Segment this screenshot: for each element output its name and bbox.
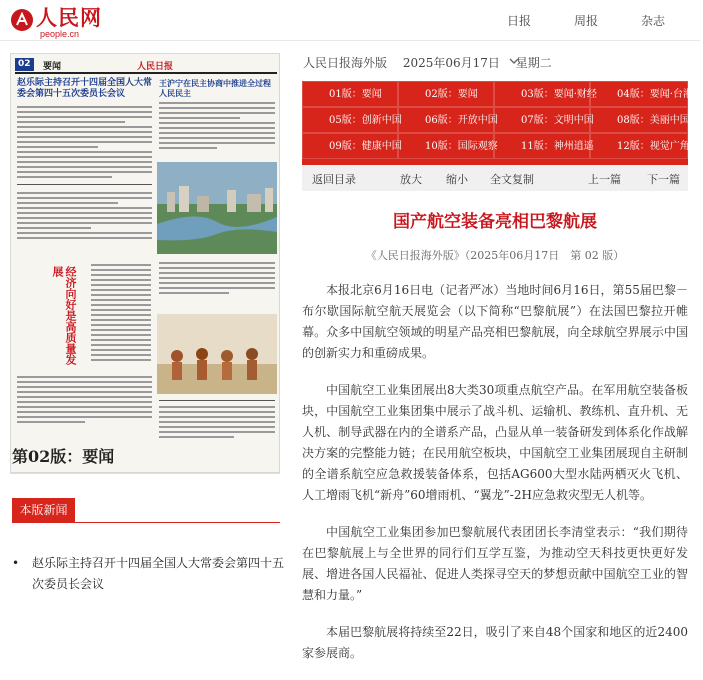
people-logo[interactable] (10, 5, 130, 39)
publication-name: 人民日报海外版 (303, 56, 388, 70)
copy-full-text-button[interactable]: 全文复制 (490, 173, 534, 186)
thumbnail-rule (17, 184, 152, 185)
edition-link-12[interactable]: 12版：视觉广角 (590, 133, 688, 159)
chevron-down-icon[interactable] (509, 57, 519, 65)
left-panel (0, 41, 290, 591)
page-thumbnail[interactable] (10, 53, 280, 473)
issue-date: 2025年06月17日 (402, 56, 500, 70)
thumbnail-photo-group[interactable] (157, 314, 277, 394)
zoom-out-button[interactable]: 缩小 (446, 173, 468, 186)
page-label: 第02版：要闻 (12, 447, 115, 466)
article-source: 《人民日报海外版》（2025年06月17日 第 02 版） (365, 249, 625, 262)
article-body (302, 280, 688, 680)
edition-link-02[interactable]: 02版：要闻 (398, 81, 494, 107)
nav-weekly[interactable]: 周报 (574, 14, 599, 28)
thumbnail-text-block (159, 102, 275, 152)
article-paragraph: 本报北京6月16日电（记者严冰）当地时间6月16日，第55届巴黎－布尔歇国际航空航天展览会（以下简称“巴黎航展”）在法国巴黎拉开帷幕。众多中国航空领域的明星产品亮相巴黎航展，向全球航空界展示中国的创新实力和重磅成果。 (302, 283, 688, 360)
section-underline (12, 522, 280, 523)
edition-link-11[interactable]: 11版：神州逍遥 (494, 133, 590, 159)
edition-link-05[interactable]: 05版：创新中国 (302, 107, 398, 133)
issue-weekday: 星期二 (515, 56, 552, 70)
edition-link-03[interactable]: 03版：要闻·财经 (494, 81, 590, 107)
thumbnail-text-block (159, 262, 275, 297)
right-panel (290, 41, 703, 660)
thumbnail-photo-city[interactable] (157, 162, 277, 254)
edition-link-10[interactable]: 10版：国际观察 (398, 133, 494, 159)
zoom-in-button[interactable]: 放大 (400, 173, 422, 186)
edition-link-09[interactable]: 09版：健康中国 (302, 133, 398, 159)
thumbnail-text-block (17, 376, 152, 426)
edition-link-06[interactable]: 06版：开放中国 (398, 107, 494, 133)
thumbnail-text-block (91, 264, 151, 364)
thumbnail-text-block (17, 192, 152, 242)
people-logo-icon (10, 8, 34, 32)
prev-article-button[interactable]: 上一篇 (588, 173, 621, 186)
article-title: 国产航空装备亮相巴黎航展 (393, 212, 597, 232)
thumbnail-text-block (159, 406, 275, 441)
article-paragraph: 中国航空工业集团参加巴黎航展代表团团长李清堂表示：“我们期待在巴黎航展上与全世界的同行们互学互鉴，为推动空天科技更快更好发展、增进各国人民福祉、促进人类探寻空天的梦想贡献中国航空工业的智慧和力量。” (302, 525, 688, 602)
back-to-index-button[interactable]: 返回目录 (312, 173, 356, 186)
article-paragraph: 中国航空工业集团展出8大类30项重点航空产品。在军用航空装备板块，中国航空工业集团集中展示了战斗机、运输机、教练机、直升机、无人机、制导武器在内的全谱系产品，凸显从单一装备研发到体系化作战解决方案的完整能力链；在民用航空板块，中国航空工业集团展现自主研制的全谱系航空应急救援装备体系，包括AG600大型水陆两栖灭火飞机、人工增雨飞机“新舟”60增雨机、“翼龙”-2H应急救灾型无人机等。 (302, 383, 688, 502)
news-item-title[interactable]: 赵乐际主持召开十四届全国人大常委会第四十五次委员长会议 (32, 556, 285, 591)
left-divider (10, 473, 280, 474)
thumbnail-text-block (17, 106, 152, 181)
thumbnail-rule (159, 400, 275, 401)
thumbnail-page-tag: 要闻 (43, 62, 62, 72)
thumbnail-masthead: 人民日报 (137, 62, 174, 72)
issue-date-line (303, 54, 564, 71)
thumbnail-red-quote[interactable]: 经济向好是高质量发展 (51, 266, 77, 365)
thumbnail-headline-side[interactable]: 王沪宁在民主协商中推进全过程人民民主 (159, 78, 271, 98)
edition-link-07[interactable]: 07版：文明中国 (494, 107, 590, 133)
edition-link-04[interactable]: 04版：要闻·台港澳 (590, 81, 688, 107)
bullet-icon: • (12, 556, 20, 570)
edition-link-01[interactable]: 01版：要闻 (302, 81, 398, 107)
edition-link-08[interactable]: 08版：美丽中国 (590, 107, 688, 133)
list-item[interactable] (12, 553, 288, 595)
nav-magazine[interactable]: 杂志 (641, 14, 666, 28)
nav-daily[interactable]: 日报 (507, 14, 532, 28)
next-article-button[interactable]: 下一篇 (647, 173, 680, 186)
logo-text: 人民网 (36, 5, 102, 30)
article-toolbar (302, 165, 688, 191)
section-tag: 本版新闻 (12, 498, 75, 522)
thumbnail-headline-main[interactable]: 赵乐际主持召开十四届全国人大常委会第四十五次委员长会议 (17, 78, 153, 99)
logo-url: people.cn (40, 29, 80, 39)
thumbnail-page-no: 02 (15, 58, 34, 71)
top-header (0, 0, 700, 40)
thumbnail-header (15, 58, 277, 74)
article-paragraph: 本届巴黎航展将持续至22日，吸引了来自48个国家和地区的近2400家参展商。 (302, 625, 688, 660)
